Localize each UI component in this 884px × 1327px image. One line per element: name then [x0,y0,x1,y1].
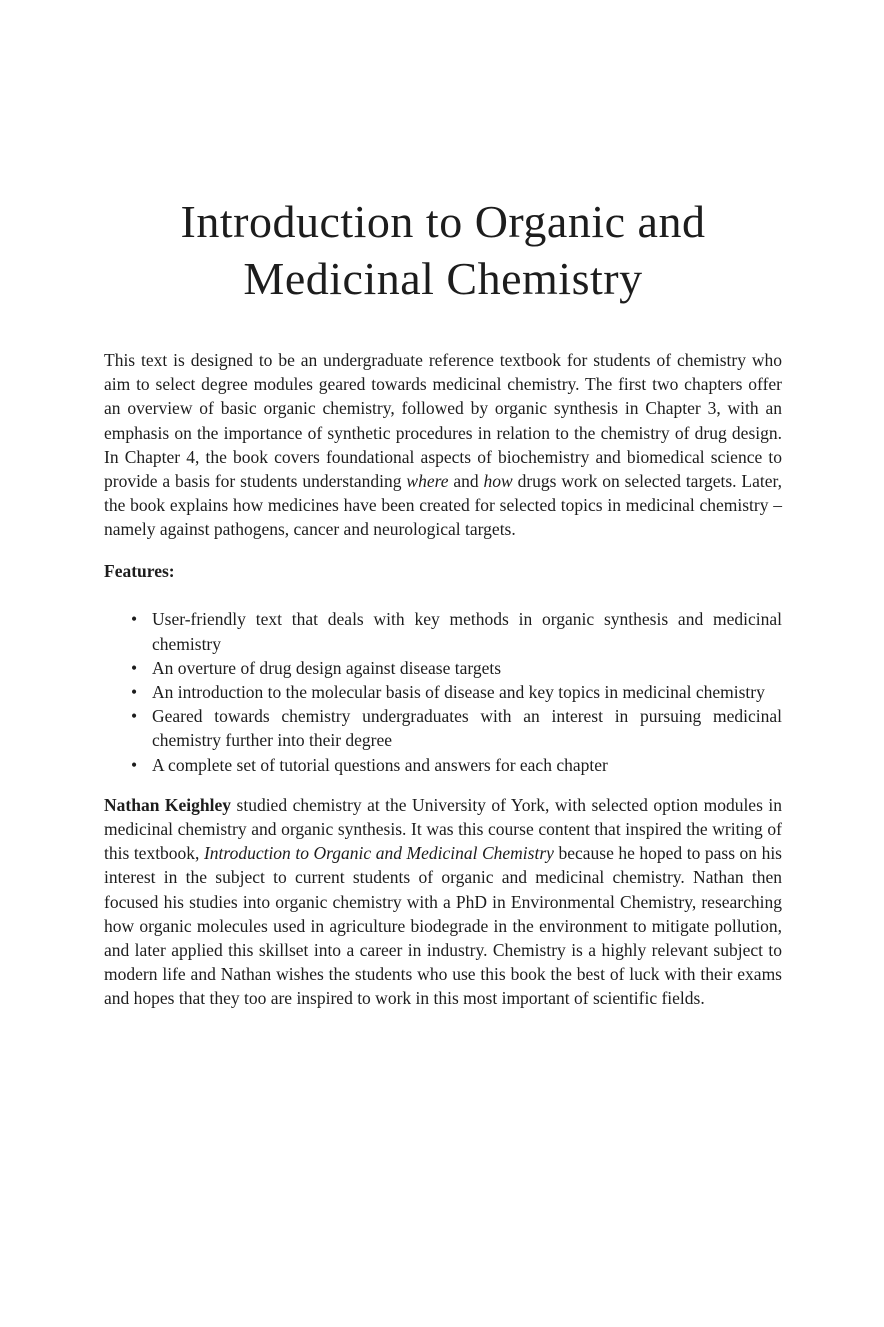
book-page [104,0,782,1028]
feature-item: • A complete set of tutorial questions and answers for each chapter [152,753,782,777]
feature-item: • An introduction to the molecular basis of disease and key topics in medicinal chemistry [152,680,782,704]
book-title [104,193,782,307]
book-title-line-2: Medicinal Chemistry [243,253,643,304]
feature-item: • Geared towards chemistry undergraduates with an interest in pursuing medicinal chemistry further into their degree [152,704,782,752]
book-title-line-1: Introduction to Organic and [180,196,706,247]
intro-paragraph: This text is designed to be an undergraduate reference textbook for students of chemistry who aim to select degree modules geared towards medicinal chemistry. The first two chapters offer an overview of basic organic chemistry, followed by organic synthesis in Chapter 3, with an emphasis on the importance of synthetic procedures in relation to the chemistry of drug design. In Chapter 4, the book covers foundational aspects of biochemistry and biomedical science to provide a basis for students understanding where and how drugs work on selected targets. Later, the book explains how medicines have been created for selected topics in medicinal chemistry – namely against pathogens, cancer and neurological targets. [104,350,782,540]
feature-item: • User-friendly text that deals with key methods in organic synthesis and medicinal chemistry [152,607,782,655]
feature-item: • An overture of drug design against disease targets [152,656,782,680]
features-heading: Features: [104,561,175,582]
author-paragraph: Nathan Keighley studied chemistry at the University of York, with selected option modules in medicinal chemistry and organic synthesis. It was this course content that inspired the writing of this textbook, Introduction to Organic and Medicinal Chemistry because he hoped to pass on his interest in the subject to current students of organic and medicinal chemistry. Nathan then focused his studies into organic chemistry with a PhD in Environmental Chemistry, researching how organic molecules used in agriculture biodegrade in the environment to mitigate pollution, and later applied this skillset into a career in industry. Chemistry is a highly relevant subject to modern life and Nathan wishes the students who use this book the best of luck with their exams and hopes that they too are inspired to work in this most important of scientific fields. [104,794,782,1009]
features-list [104,607,782,776]
